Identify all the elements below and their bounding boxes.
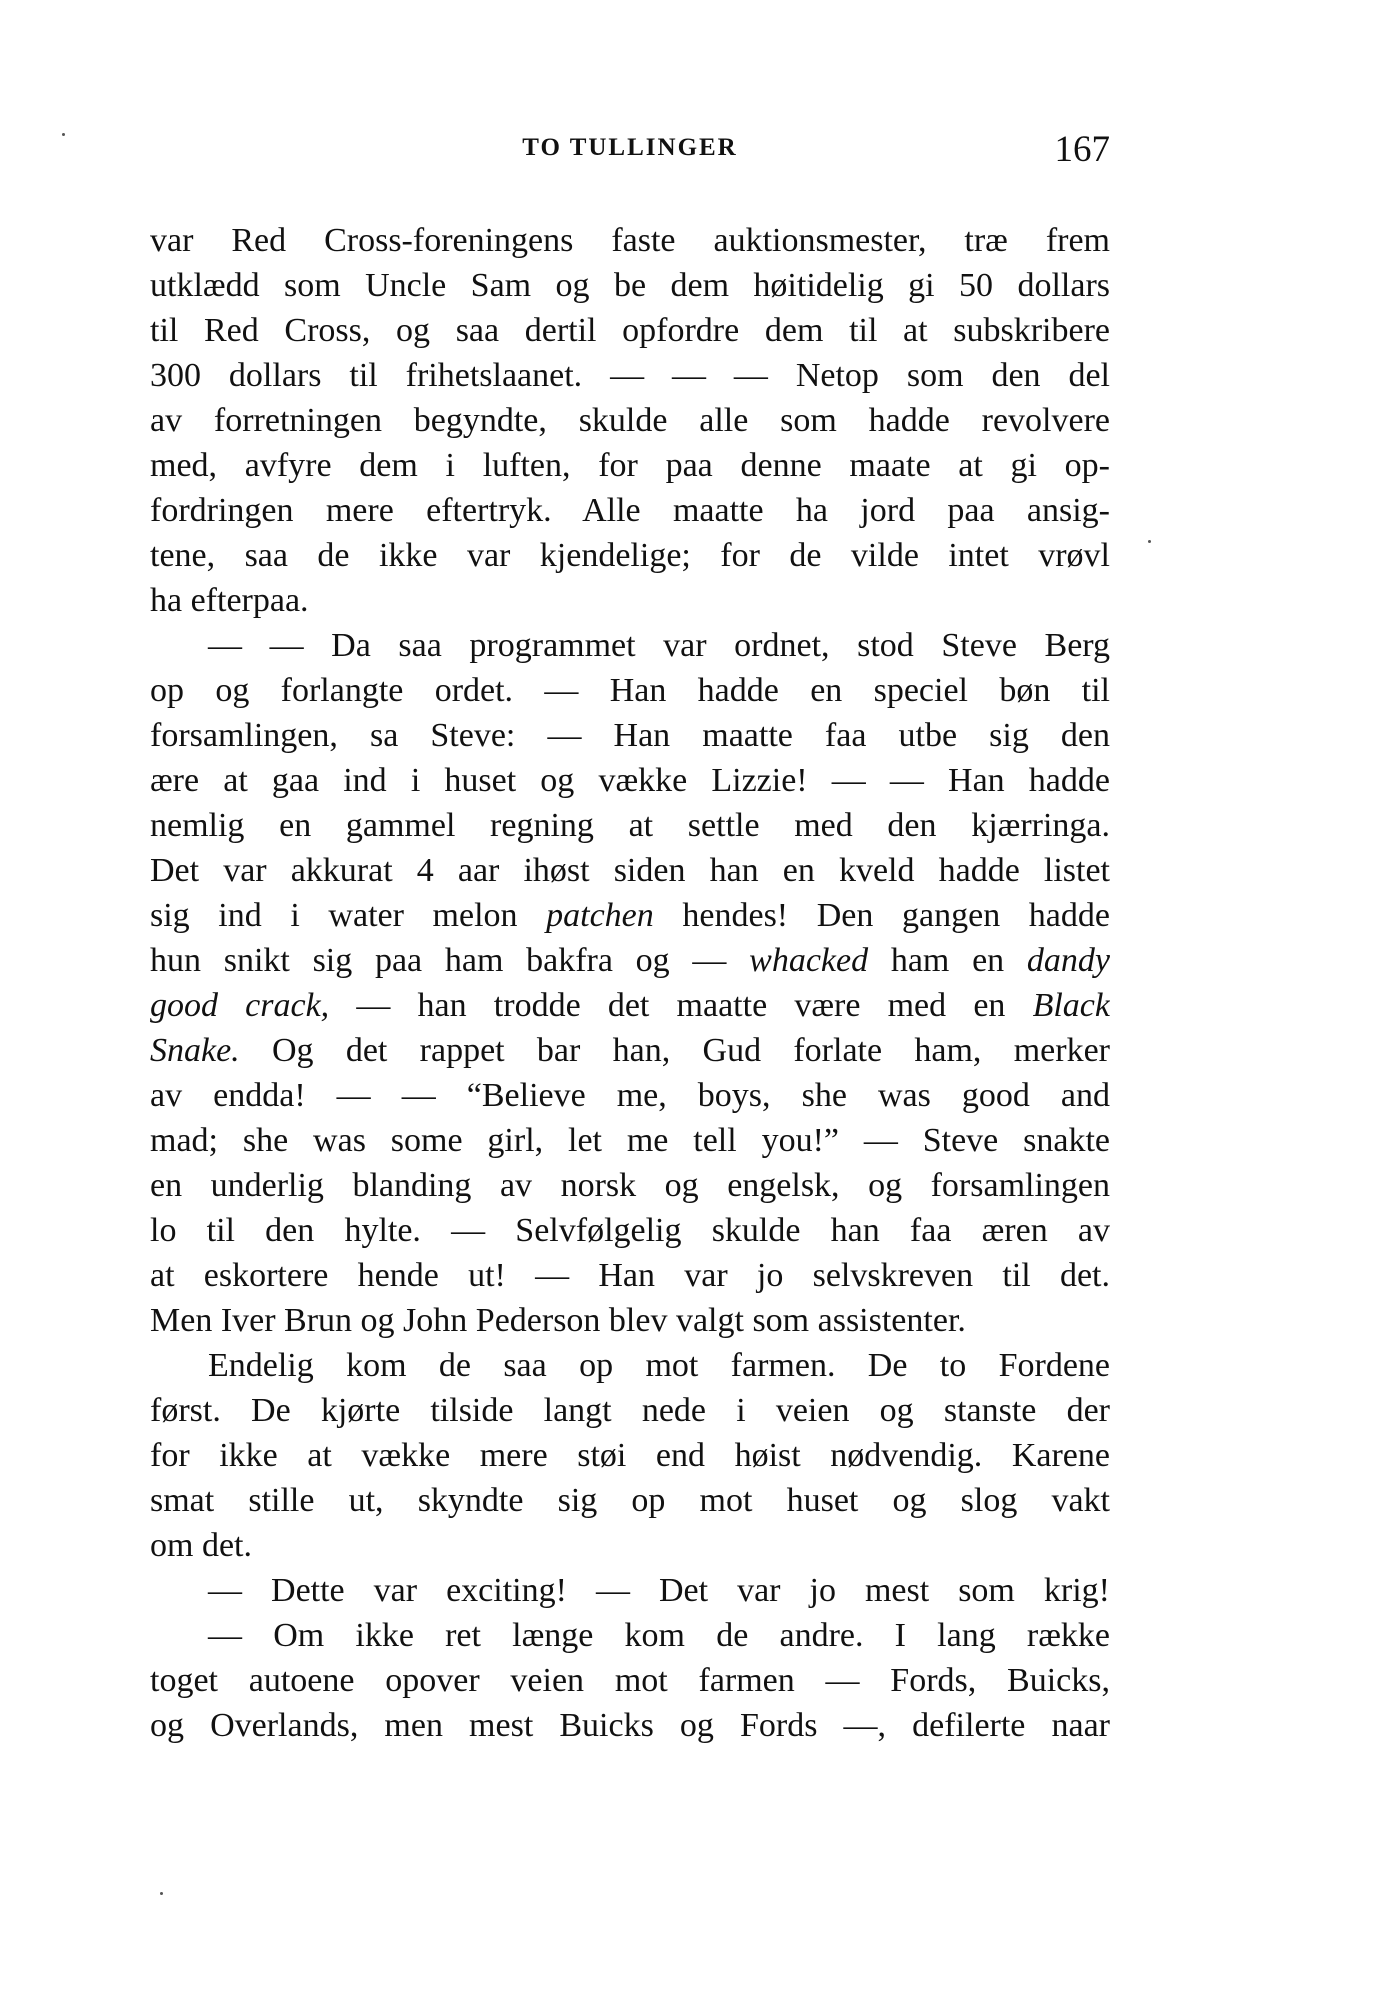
body-text	[150, 218, 1110, 1748]
text-line	[150, 938, 1110, 983]
text-segment: med, avfyre dem i luften, for paa denne maate at gi op-	[150, 447, 1110, 484]
text-segment: fordringen mere eftertryk. Alle maatte ha jord paa ansig-	[150, 492, 1110, 529]
text-line	[150, 623, 1110, 668]
text-segment: op og forlangte ordet. — Han hadde en speciel bøn til	[150, 672, 1110, 709]
text-segment: — han trodde det maatte være med en	[329, 987, 1033, 1024]
page-number: 167	[1054, 129, 1110, 170]
text-segment: hun snikt sig paa ham bakfra og —	[150, 942, 750, 979]
text-segment: — Om ikke ret længe kom de andre. I lang række	[208, 1617, 1110, 1654]
text-segment: ha efterpaa.	[150, 582, 309, 619]
text-segment: til Red Cross, og saa dertil opfordre dem til at subskribere	[150, 312, 1110, 349]
print-speck	[62, 133, 65, 136]
print-speck	[1148, 540, 1151, 543]
page-header	[150, 128, 1110, 176]
text-line	[150, 848, 1110, 893]
text-line	[150, 353, 1110, 398]
text-segment: at eskortere hende ut! — Han var jo selvskreven til det.	[150, 1257, 1110, 1294]
text-line	[150, 1478, 1110, 1523]
text-segment: av endda! — — “Believe me, boys, she was good and	[150, 1077, 1110, 1114]
italic-text: Black	[1032, 987, 1110, 1024]
text-segment: — Dette var exciting! — Det var jo mest som krig!	[208, 1572, 1110, 1609]
text-line	[150, 1388, 1110, 1433]
text-line	[150, 218, 1110, 263]
text-line	[150, 803, 1110, 848]
text-segment: ære at gaa ind i huset og vække Lizzie! — — Han hadde	[150, 762, 1110, 799]
text-line	[150, 1658, 1110, 1703]
text-segment: av forretningen begyndte, skulde alle som hadde revolvere	[150, 402, 1110, 439]
text-segment: tene, saa de ikke var kjendelige; for de vilde intet vrøvl	[150, 537, 1110, 574]
text-line	[150, 398, 1110, 443]
text-segment: ham en	[868, 942, 1027, 979]
text-segment: 300 dollars til frihetslaanet. — — — Netop som den del	[150, 357, 1110, 394]
text-line	[150, 263, 1110, 308]
text-line	[150, 1208, 1110, 1253]
text-segment: Og det rappet bar han, Gud forlate ham, merker	[239, 1032, 1110, 1069]
text-segment: hendes! Den gangen hadde	[653, 897, 1110, 934]
text-segment: mad; she was some girl, let me tell you!” — Steve snakte	[150, 1122, 1110, 1159]
text-line	[150, 1028, 1110, 1073]
text-segment: nemlig en gammel regning at settle med den kjærringa.	[150, 807, 1110, 844]
italic-text: whacked	[749, 942, 869, 979]
text-segment: — — Da saa programmet var ordnet, stod Steve Berg	[208, 627, 1110, 664]
text-line	[150, 533, 1110, 578]
text-segment: en underlig blanding av norsk og engelsk, og forsamlingen	[150, 1167, 1110, 1204]
text-segment: Endelig kom de saa op mot farmen. De to Fordene	[208, 1347, 1110, 1384]
text-line	[150, 308, 1110, 353]
text-segment: om det.	[150, 1527, 252, 1564]
italic-text: Snake.	[150, 1032, 240, 1069]
italic-text: dandy	[1026, 942, 1110, 979]
text-line	[150, 1523, 1110, 1568]
text-segment: toget autoene opover veien mot farmen — Fords, Buicks,	[150, 1662, 1110, 1699]
text-line	[150, 1703, 1110, 1748]
text-segment: for ikke at vække mere støi end høist nødvendig. Karene	[150, 1437, 1110, 1474]
text-line	[150, 758, 1110, 803]
italic-text: good crack,	[150, 987, 330, 1024]
running-title: TO TULLINGER	[522, 134, 738, 161]
text-line	[150, 488, 1110, 533]
text-line	[150, 1568, 1110, 1613]
text-segment: smat stille ut, skyndte sig op mot huset og slog vakt	[150, 1482, 1110, 1519]
text-segment: og Overlands, men mest Buicks og Fords —, defilerte naar	[150, 1707, 1110, 1744]
text-segment: først. De kjørte tilside langt nede i veien og stanste der	[150, 1392, 1110, 1429]
text-segment: Men Iver Brun og John Pederson blev valgt som assistenter.	[150, 1302, 966, 1339]
text-line	[150, 713, 1110, 758]
text-line	[150, 1163, 1110, 1208]
italic-text: patchen	[546, 897, 654, 934]
text-line	[150, 668, 1110, 713]
text-line	[150, 1118, 1110, 1163]
text-line	[150, 893, 1110, 938]
text-segment: utklædd som Uncle Sam og be dem høitidelig gi 50 dollars	[150, 267, 1110, 304]
print-speck	[160, 1892, 163, 1895]
text-line	[150, 983, 1110, 1028]
text-line	[150, 443, 1110, 488]
text-line	[150, 1613, 1110, 1658]
text-segment: Det var akkurat 4 aar ihøst siden han en kveld hadde listet	[150, 852, 1110, 889]
text-line	[150, 578, 1110, 623]
text-segment: forsamlingen, sa Steve: — Han maatte faa utbe sig den	[150, 717, 1110, 754]
text-line	[150, 1298, 1110, 1343]
text-line	[150, 1073, 1110, 1118]
text-line	[150, 1253, 1110, 1298]
text-line	[150, 1343, 1110, 1388]
text-line	[150, 1433, 1110, 1478]
text-segment: lo til den hylte. — Selvfølgelig skulde han faa æren av	[150, 1212, 1110, 1249]
text-segment: var Red Cross-foreningens faste auktionsmester, træ frem	[150, 222, 1110, 259]
text-segment: sig ind i water melon	[150, 897, 547, 934]
